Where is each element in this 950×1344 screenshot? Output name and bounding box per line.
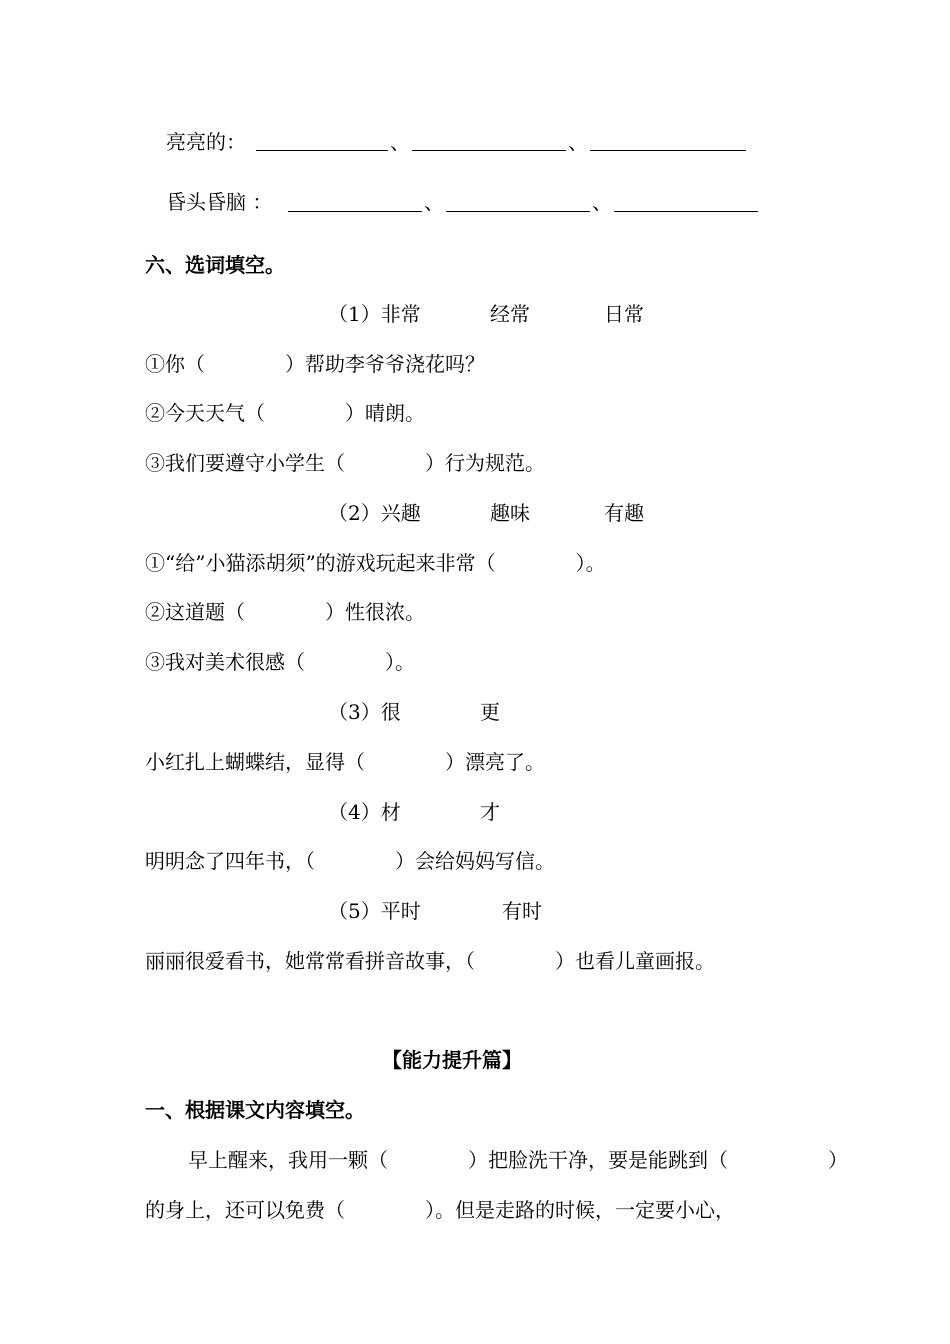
answer-blank[interactable] xyxy=(614,211,758,212)
separator: 、 xyxy=(568,130,588,154)
word-option: （3）很 xyxy=(328,700,401,724)
huntou-label: 昏头昏脑 ： xyxy=(166,190,273,214)
word-option: 有趣 xyxy=(604,501,644,525)
word-option: 有时 xyxy=(502,899,542,923)
word-option: （2）兴趣 xyxy=(328,501,421,525)
separator: 、 xyxy=(390,130,410,154)
answer-blank[interactable] xyxy=(590,150,746,151)
question-item: 小红扎上蝴蝶结，显得（ ）漂亮了。 xyxy=(145,750,545,774)
word-option: （4）材 xyxy=(328,800,401,824)
word-option: 趣味 xyxy=(490,501,530,525)
separator: 、 xyxy=(592,190,612,214)
question-title: 一、根据课文内容填空。 xyxy=(145,1098,365,1122)
section-title: 六、选词填空。 xyxy=(145,253,285,277)
word-option: 日常 xyxy=(604,302,644,326)
section-heading: 【能力提升篇】 xyxy=(382,1048,522,1072)
answer-blank[interactable] xyxy=(288,211,422,212)
answer-blank[interactable] xyxy=(256,150,388,151)
paragraph-line: 的身上，还可以免费（ ）。但是走路的时候，一定要小心， xyxy=(145,1198,735,1222)
question-item: ③我对美术很感（ ）。 xyxy=(145,650,415,674)
question-item: ①“给”小猫添胡须”的游戏玩起来非常（ ）。 xyxy=(145,551,606,575)
word-option: 才 xyxy=(480,800,500,824)
question-item: ②这道题（ ）性很浓。 xyxy=(145,600,425,624)
paragraph-line: 早上醒来，我用一颗（ ）把脸洗干净，要是能跳到（ ） xyxy=(188,1148,848,1172)
word-option: 更 xyxy=(480,700,500,724)
word-option: （5）平时 xyxy=(328,899,421,923)
separator: 、 xyxy=(424,190,444,214)
question-item: 明明念了四年书，（ ）会给妈妈写信。 xyxy=(145,849,555,873)
answer-blank[interactable] xyxy=(412,150,566,151)
word-option: （1）非常 xyxy=(328,302,421,326)
word-option: 经常 xyxy=(490,302,530,326)
liangliang-label: 亮亮的： xyxy=(166,130,246,154)
answer-blank[interactable] xyxy=(446,211,590,212)
question-item: ②今天天气（ ）晴朗。 xyxy=(145,401,425,425)
question-item: 丽丽很爱看书，她常常看拼音故事，（ ）也看儿童画报。 xyxy=(145,949,715,973)
question-item: ①你（ ）帮助李爷爷浇花吗？ xyxy=(145,352,485,376)
question-item: ③我们要遵守小学生（ ）行为规范。 xyxy=(145,451,545,475)
